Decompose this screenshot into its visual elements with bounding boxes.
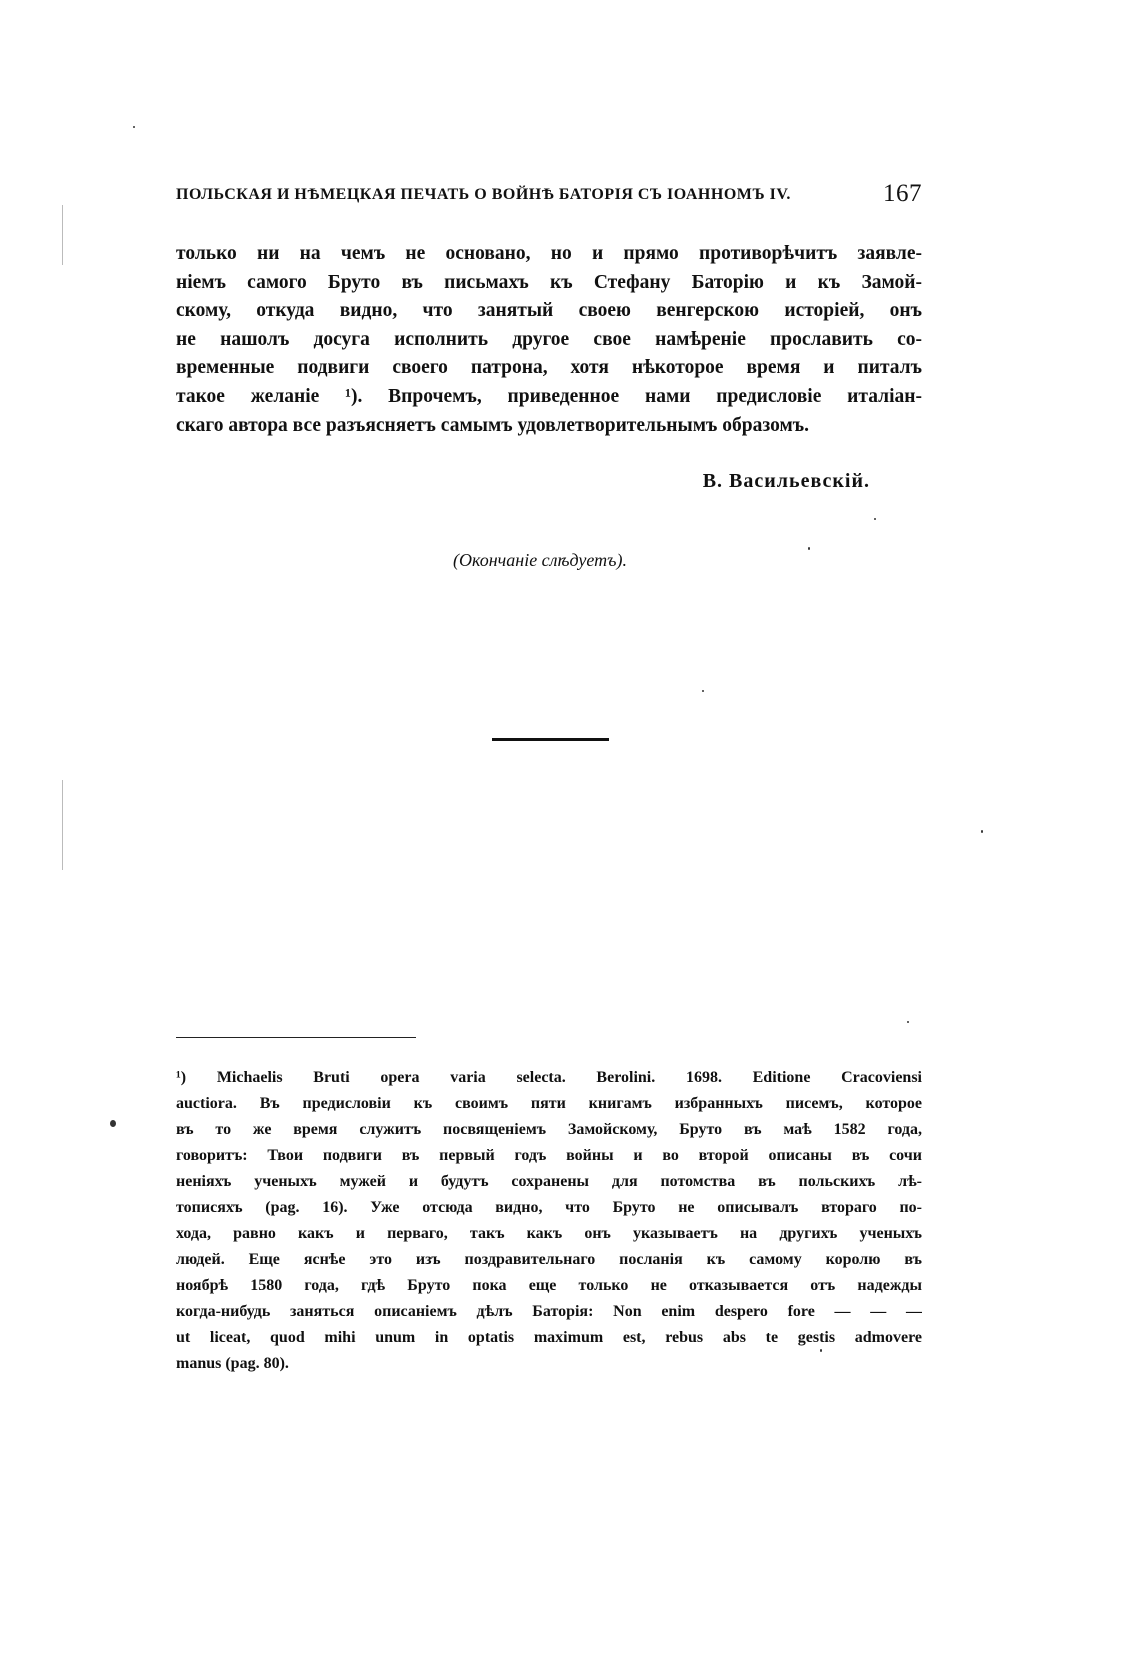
footnote-line: когда-нибудь заняться описаніемъ дѣлъ Баторія: Non enim despero fore — — — xyxy=(176,1303,922,1320)
scan-speck xyxy=(874,518,876,520)
footnote-line: людей. Еще яснѣе это изъ поздравительнаго посланія къ самому королю въ xyxy=(176,1251,922,1268)
footnote-line: ноябрѣ 1580 года, гдѣ Бруто пока еще только не отказывается отъ надежды xyxy=(176,1277,922,1294)
scan-speck xyxy=(907,1021,909,1023)
body-line: такое желаніе ¹). Впрочемъ, приведенное нами предисловіе италіан- xyxy=(176,385,922,407)
page-number: 167 xyxy=(883,180,922,207)
body-line: временные подвиги своего патрона, хотя нѣкоторое время и питалъ xyxy=(176,357,922,379)
body-line: скому, откуда видно, что занятый своею венгерскою исторіей, онъ xyxy=(176,300,922,322)
footnote-line: ut liceat, quod mihi unum in optatis maximum est, rebus abs te gestis admovere xyxy=(176,1329,922,1346)
footnote-line: неніяхъ ученыхъ мужей и будутъ сохранены для потомства въ польскихъ лѣ- xyxy=(176,1173,922,1190)
scan-speck xyxy=(110,1120,116,1127)
footnote-rule xyxy=(176,1037,416,1038)
scan-speck xyxy=(981,830,983,833)
footnote-line: ¹) Michaelis Bruti opera varia selecta. Berolini. 1698. Editione Cracoviensi xyxy=(176,1069,922,1086)
margin-mark xyxy=(62,205,63,265)
body-paragraph xyxy=(176,240,922,440)
body-line: скаго автора все разъясняетъ самымъ удовлетворительнымъ образомъ. xyxy=(176,414,809,436)
margin-mark xyxy=(62,780,63,870)
body-line: не нашолъ досуга исполнить другое свое намѣреніе прославить со- xyxy=(176,328,922,350)
running-header xyxy=(176,180,922,207)
author-signature: В. Васильевскій. xyxy=(702,470,870,492)
footnote-line: говоритъ: Твои подвиги въ первый годъ войны и во второй описаны въ сочи xyxy=(176,1147,922,1164)
footnote-line: въ то же время служитъ посвященіемъ Замойскому, Бруто въ маѣ 1582 года, xyxy=(176,1121,922,1138)
footnote xyxy=(176,1065,922,1377)
scan-speck xyxy=(133,126,135,128)
footnote-line: auctiora. Въ предисловіи къ своимъ пяти книгамъ избранныхъ писемъ, которое xyxy=(176,1095,922,1112)
body-line: только ни на чемъ не основано, но и прямо противорѣчитъ заявле- xyxy=(176,243,922,264)
section-divider xyxy=(492,738,609,741)
footnote-line: manus (pag. 80). xyxy=(176,1355,289,1372)
body-line: ніемъ самого Бруто въ письмахъ къ Стефану Баторію и къ Замой- xyxy=(176,271,922,293)
header-title: ПОЛЬСКАЯ И НѢМЕЦКАЯ ПЕЧАТЬ О ВОЙНѢ БАТОРІЯ СЪ ІОАННОМЪ IV. xyxy=(176,186,791,203)
footnote-line: хода, равно какъ и перваго, такъ какъ онъ указываетъ на другихъ ученыхъ xyxy=(176,1225,922,1242)
continuation-note: (Окончаніе слѣдуетъ). xyxy=(453,550,627,570)
scan-speck xyxy=(808,547,810,550)
scan-speck xyxy=(820,1349,822,1352)
footnote-line: тописяхъ (pag. 16). Уже отсюда видно, что Бруто не описывалъ втораго по- xyxy=(176,1199,922,1216)
scan-speck xyxy=(702,690,704,692)
